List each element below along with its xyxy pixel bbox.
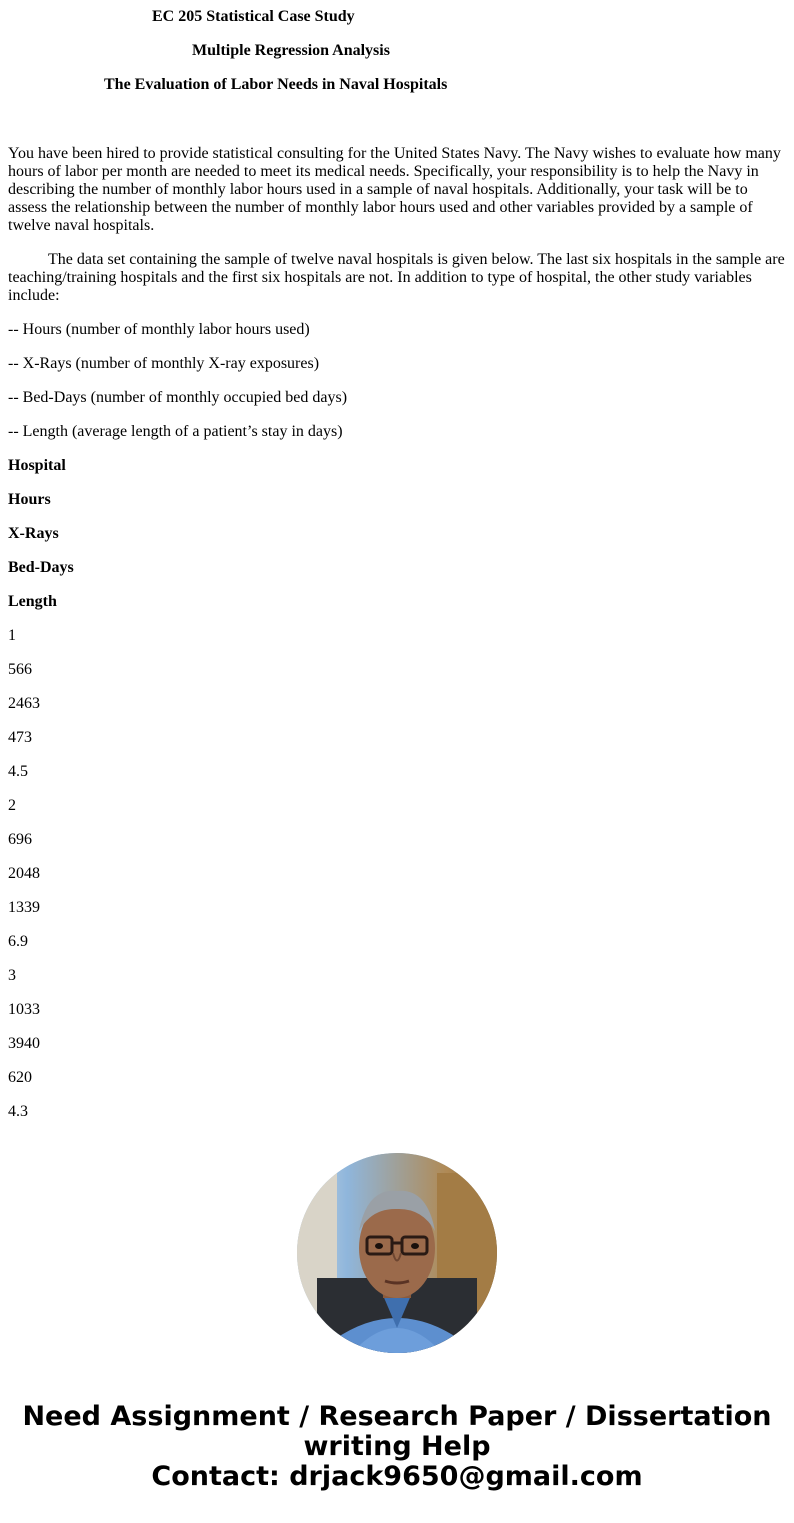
table-header-bed-days: Bed-Days: [8, 559, 74, 576]
table-cell: 473: [8, 729, 32, 746]
intro-paragraph: You have been hired to provide statistical consulting for the United States Navy. The Navy wishes to evaluate how many hours of labor per month are needed to meet its medical needs. Specifically, your responsibility is to help the Navy in describing the number of monthly labor hours used in a sample of naval hospitals. Additionally, your task will be to assess the relationship between the number of monthly labor hours used and other variables provided by a sample of twelve naval hospitals.: [8, 145, 781, 234]
table-cell: 1339: [8, 899, 40, 916]
table-cell: 4.3: [8, 1103, 28, 1120]
variable-length: -- Length (average length of a patient’s stay in days): [8, 423, 343, 440]
table-header-hospital: Hospital: [8, 457, 66, 474]
document-title: EC 205 Statistical Case Study: [152, 8, 355, 25]
avatar-portrait: [297, 1153, 497, 1353]
table-cell: 3940: [8, 1035, 40, 1052]
table-cell: 6.9: [8, 933, 28, 950]
table-cell: 2: [8, 797, 16, 814]
table-cell: 620: [8, 1069, 32, 1086]
avatar: [297, 1153, 497, 1353]
document-subtitle: Multiple Regression Analysis: [192, 42, 390, 59]
document-topic: The Evaluation of Labor Needs in Naval Hospitals: [104, 76, 448, 93]
promo-banner: [0, 1402, 794, 1492]
table-cell: 2048: [8, 865, 40, 882]
promo-line-2: writing Help: [303, 1431, 491, 1462]
table-cell: 2463: [8, 695, 40, 712]
table-cell: 1: [8, 627, 16, 644]
variable-bed-days: -- Bed-Days (number of monthly occupied bed days): [8, 389, 348, 406]
table-header-xrays: X-Rays: [8, 525, 59, 542]
table-cell: 4.5: [8, 763, 28, 780]
table-cell: 1033: [8, 1001, 40, 1018]
variable-xrays: -- X-Rays (number of monthly X-ray exposures): [8, 355, 320, 372]
promo-contact: Contact: drjack9650@gmail.com: [151, 1461, 643, 1492]
table-cell: 566: [8, 661, 32, 678]
table-cell: 696: [8, 831, 32, 848]
variable-hours: -- Hours (number of monthly labor hours used): [8, 321, 310, 338]
dataset-paragraph: The data set containing the sample of twelve naval hospitals is given below. The last six hospitals in the sample are teaching/training hospitals and the first six hospitals are not. In addition to type of hospital, the other study variables include:: [8, 251, 785, 304]
promo-line-1: Need Assignment / Research Paper / Dissertation: [22, 1401, 772, 1432]
table-header-length: Length: [8, 593, 57, 610]
table-cell: 3: [8, 967, 16, 984]
table-header-hours: Hours: [8, 491, 51, 508]
